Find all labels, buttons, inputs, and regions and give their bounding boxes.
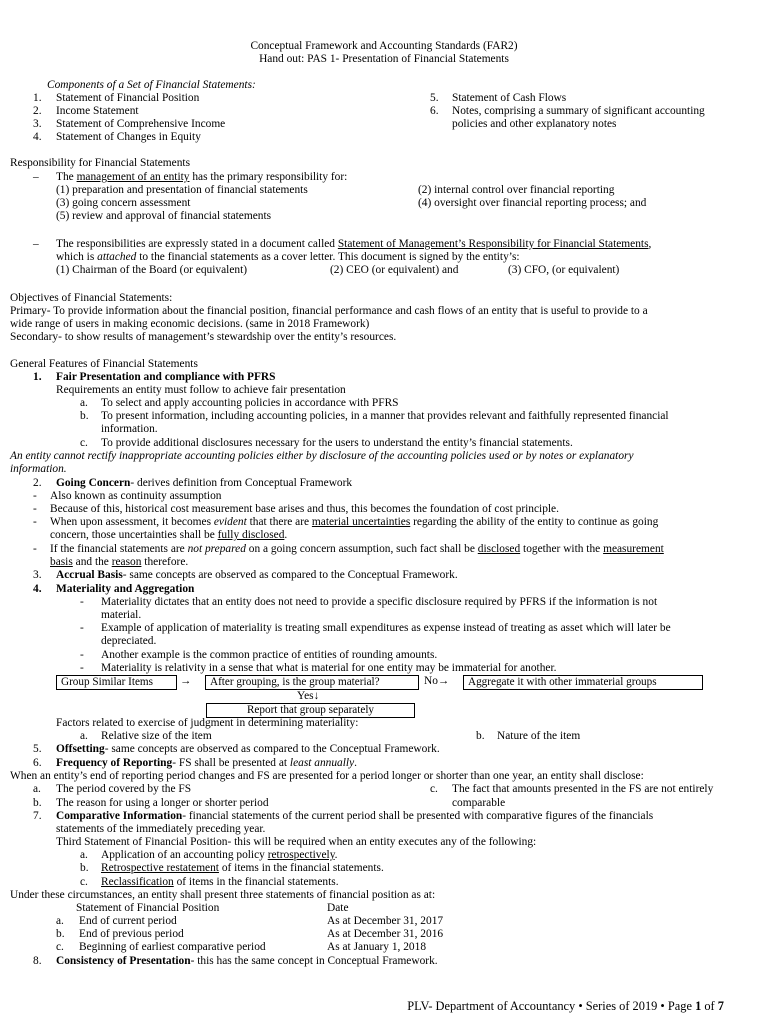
feature-number: 6.	[33, 757, 42, 769]
feature-number: 2.	[33, 477, 42, 489]
text-line: depreciated.	[101, 635, 157, 647]
objective-primary: Primary- To provide information about the financial position, financial performance and cash flows of an entity that is useful to provide to a	[10, 305, 648, 317]
text-line: When an entity’s end of reporting period changes and FS are presented for a period longer or shorter than one year, an entity shall disclose:	[10, 770, 644, 782]
list-item-text: policies and other explanatory notes	[452, 118, 617, 130]
dash-bullet: -	[80, 622, 84, 634]
sub-letter: b.	[476, 730, 485, 742]
text-line: To provide additional disclosures necessary for the users to understand the entity’s financial statements.	[101, 437, 573, 449]
list-item-text: Income Statement	[56, 105, 139, 117]
sub-letter: b.	[80, 410, 89, 422]
sub-letter: a.	[33, 783, 41, 795]
feature-line: Accrual Basis- same concepts are observed as compared to the Conceptual Framework.	[56, 569, 458, 581]
list-item-text: Statement of Comprehensive Income	[56, 118, 226, 130]
flow-box-group: Group Similar Items	[56, 675, 177, 690]
dash-bullet: -	[80, 662, 84, 674]
text-line: To select and apply accounting policies in accordance with PFRS	[101, 397, 399, 409]
table-cell: End of previous period	[79, 928, 184, 940]
sub-letter: a.	[80, 397, 88, 409]
text-line: Third Statement of Financial Position- this will be required when an entity executes any of the following:	[56, 836, 537, 848]
text-line: Another example is the common practice of entities of rounding amounts.	[101, 649, 438, 661]
page-title: Conceptual Framework and Accounting Standards (FAR2)	[250, 40, 518, 52]
page-subtitle: Hand out: PAS 1- Presentation of Financial Statements	[259, 53, 509, 65]
text-line: Nature of the item	[497, 730, 581, 742]
responsibility-line: The management of an entity has the primary responsibility for:	[56, 171, 348, 183]
feature-line: Consistency of Presentation- this has the same concept in Conceptual Framework.	[56, 955, 438, 967]
text-line: Reclassification of items in the financial statements.	[101, 876, 339, 888]
feature-line: Going Concern- derives definition from Conceptual Framework	[56, 477, 353, 489]
table-cell: As at December 31, 2017	[327, 915, 444, 927]
list-item: 5.	[430, 92, 439, 104]
text-line: Under these circumstances, an entity shall present three statements of financial position as at:	[10, 889, 436, 901]
text-line: To present information, including accounting policies, in a manner that provides relevant and faithfully represented financial	[101, 410, 669, 422]
dash-bullet: -	[80, 649, 84, 661]
text-line: basis and the reason therefore.	[50, 556, 189, 568]
text-line: comparable	[452, 797, 506, 809]
signatory: (3) CFO, (or equivalent)	[508, 264, 620, 276]
text-line: statements of the immediately preceding year.	[56, 823, 266, 835]
list-item-text: Statement of Cash Flows	[452, 92, 567, 104]
dash-bullet: -	[33, 516, 37, 528]
feature-line: Offsetting- same concepts are observed as compared to the Conceptual Framework.	[56, 743, 440, 755]
responsibility-item: (4) oversight over financial reporting process; and	[418, 197, 647, 209]
responsibility-item: (5) review and approval of financial statements	[56, 210, 272, 222]
list-item: 6.	[430, 105, 439, 117]
text-line: Relative size of the item	[101, 730, 212, 742]
table-cell: End of current period	[79, 915, 177, 927]
responsibility-item: (3) going concern assessment	[56, 197, 191, 209]
text-line: Also known as continuity assumption	[50, 490, 222, 502]
feature-line: Frequency of Reporting- FS shall be presented at least annually.	[56, 757, 357, 769]
sub-letter: c.	[430, 783, 438, 795]
table-cell: As at December 31, 2016	[327, 928, 444, 940]
flow-no-label: No→	[424, 675, 450, 687]
list-item: 2.	[33, 105, 42, 117]
objectives-heading: Objectives of Financial Statements:	[10, 292, 173, 304]
sub-letter: c.	[80, 437, 88, 449]
text-line: Materiality is relativity in a sense that what is material for one entity may be immaterial for another.	[101, 662, 557, 674]
flow-box-question: After grouping, is the group material?	[205, 675, 419, 690]
text-line: concern, those uncertainties shall be fully disclosed.	[50, 529, 288, 541]
list-item-text: Statement of Changes in Equity	[56, 131, 201, 143]
text-line: When upon assessment, it becomes evident that there are material uncertainties regarding the ability of the entity to continue as going	[50, 516, 659, 528]
text-line: Materiality dictates that an entity does not need to provide a specific disclosure required by PFRS if the information is not	[101, 596, 658, 608]
responsibility-heading: Responsibility for Financial Statements	[10, 157, 191, 169]
sub-letter: a.	[80, 849, 88, 861]
text-line: Requirements an entity must follow to achieve fair presentation	[56, 384, 346, 396]
flow-box-report: Report that group separately	[206, 703, 415, 718]
note-line: An entity cannot rectify inappropriate accounting policies either by disclosure of the accounting policies used or by notes or explanatory	[10, 450, 634, 462]
responsibility-item: (2) internal control over financial reporting	[418, 184, 615, 196]
objective-primary: wide range of users in making economic decisions. (same in 2018 Framework)	[10, 318, 370, 330]
feature-number: 5.	[33, 743, 42, 755]
feature-line: Comparative Information- financial statements of the current period shall be presented with comparative figures of the financials	[56, 810, 654, 822]
responsibility-line: which is attached to the financial statements as a cover letter. This document is signed by the entity’s:	[56, 251, 520, 263]
objective-secondary: Secondary- to show results of management’s stewardship over the entity’s resources.	[10, 331, 397, 343]
table-cell: Beginning of earliest comparative period	[79, 941, 266, 953]
feature-number: 8.	[33, 955, 42, 967]
components-heading: Components of a Set of Financial Statements:	[47, 79, 256, 91]
responsibility-line: The responsibilities are expressly stated in a document called Statement of Management’s Responsibility for Financial Statements,	[56, 238, 652, 250]
page-footer: PLV- Department of Accountancy • Series of 2019 • Page 1 of 7	[407, 999, 724, 1013]
dash-bullet: –	[33, 171, 39, 183]
dash-bullet: -	[33, 490, 37, 502]
feature-number: 1.	[33, 371, 42, 383]
list-item-text: Statement of Financial Position	[56, 92, 200, 104]
text-line: Retrospective restatement of items in the financial statements.	[101, 862, 384, 874]
dash-bullet: –	[33, 238, 39, 250]
text-line: The reason for using a longer or shorter period	[56, 797, 269, 809]
list-item: 4.	[33, 131, 42, 143]
text-line: Factors related to exercise of judgment in determining materiality:	[56, 717, 359, 729]
text-line: If the financial statements are not prepared on a going concern assumption, such fact shall be disclosed together with the measurement	[50, 543, 664, 555]
table-header: Statement of Financial Position	[76, 902, 220, 914]
text-line: Because of this, historical cost measurement base arises and thus, this becomes the foundation of cost principle.	[50, 503, 559, 515]
table-header: Date	[327, 902, 349, 914]
list-item: 1.	[33, 92, 42, 104]
signatory: (1) Chairman of the Board (or equivalent)	[56, 264, 248, 276]
text-line: material.	[101, 609, 142, 621]
dash-bullet: -	[80, 596, 84, 608]
text-line: The fact that amounts presented in the FS are not entirely	[452, 783, 714, 795]
feature-number: 7.	[33, 810, 42, 822]
arrow-right-icon: →	[180, 675, 192, 687]
feature-title: Fair Presentation and compliance with PFRS	[56, 371, 276, 383]
dash-bullet: -	[33, 543, 37, 555]
sub-letter: c.	[80, 876, 88, 888]
table-row-letter: a.	[56, 915, 64, 927]
table-row-letter: c.	[56, 941, 64, 953]
text-line: information.	[101, 423, 158, 435]
feature-number: 4.	[33, 583, 42, 595]
dash-bullet: -	[33, 503, 37, 515]
text-line: Application of an accounting policy retrospectively.	[101, 849, 338, 861]
list-item-text: Notes, comprising a summary of significant accounting	[452, 105, 705, 117]
sub-letter: b.	[80, 862, 89, 874]
table-cell: As at January 1, 2018	[327, 941, 427, 953]
list-item: 3.	[33, 118, 42, 130]
responsibility-item: (1) preparation and presentation of financial statements	[56, 184, 308, 196]
table-row-letter: b.	[56, 928, 65, 940]
text-line: Example of application of materiality is treating small expenditures as expense instead of treating as asset which will later be	[101, 622, 671, 634]
feature-title: Materiality and Aggregation	[56, 583, 195, 595]
general-heading: General Features of Financial Statements	[10, 358, 198, 370]
feature-number: 3.	[33, 569, 42, 581]
sub-letter: b.	[33, 797, 42, 809]
note-line: information.	[10, 463, 67, 475]
sub-letter: a.	[80, 730, 88, 742]
flow-box-aggregate: Aggregate it with other immaterial groups	[463, 675, 703, 690]
signatory: (2) CEO (or equivalent) and	[330, 264, 459, 276]
flow-yes-label: Yes↓	[297, 690, 320, 702]
text-line: The period covered by the FS	[56, 783, 192, 795]
